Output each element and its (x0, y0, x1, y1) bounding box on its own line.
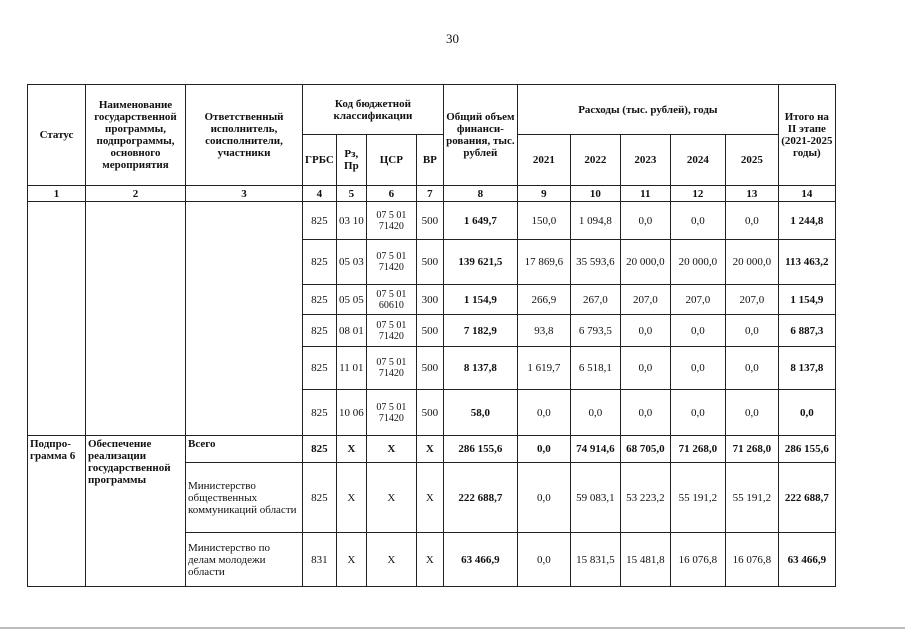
rzpr-cell: 05 05 (336, 285, 366, 315)
subprogram-name: Обеспечение реализации государственной программы (86, 436, 186, 587)
y2024-cell: 55 191,2 (670, 463, 725, 533)
vr-cell: 300 (416, 285, 443, 315)
rzpr-cell: Х (336, 533, 366, 587)
rzpr-cell: 05 03 (336, 240, 366, 285)
y2024-cell: 0,0 (670, 347, 725, 390)
y2021-cell: 0,0 (517, 533, 570, 587)
column-number: 3 (186, 186, 303, 202)
grbs-cell: 825 (303, 202, 337, 240)
y2025-cell: 0,0 (725, 347, 778, 390)
y2023-cell: 0,0 (620, 315, 670, 347)
total-cell: 222 688,7 (443, 463, 517, 533)
csr-cell: 07 5 01 71420 (366, 240, 416, 285)
column-number: 13 (725, 186, 778, 202)
grbs-cell: 825 (303, 285, 337, 315)
y2023-cell: 0,0 (620, 390, 670, 436)
y2021-cell: 1 619,7 (517, 347, 570, 390)
subprogram-status: Подпро-грамма 6 (28, 436, 86, 587)
y2022-cell: 74 914,6 (570, 436, 620, 463)
total-cell: 63 466,9 (443, 533, 517, 587)
y2022-cell: 59 083,1 (570, 463, 620, 533)
header-2023: 2023 (620, 135, 670, 186)
csr-cell: 07 5 01 60610 (366, 285, 416, 315)
y2023-cell: 53 223,2 (620, 463, 670, 533)
y2021-cell: 0,0 (517, 463, 570, 533)
stage-total-cell: 63 466,9 (778, 533, 835, 587)
grbs-cell: 825 (303, 436, 337, 463)
y2022-cell: 6 518,1 (570, 347, 620, 390)
vr-cell: 500 (416, 315, 443, 347)
y2025-cell: 0,0 (725, 315, 778, 347)
total-cell: 1 154,9 (443, 285, 517, 315)
budget-table (27, 84, 836, 587)
rzpr-cell: 11 01 (336, 347, 366, 390)
total-cell: 139 621,5 (443, 240, 517, 285)
y2024-cell: 20 000,0 (670, 240, 725, 285)
scan-edge-divider (0, 627, 905, 629)
y2025-cell: 16 076,8 (725, 533, 778, 587)
grbs-cell: 825 (303, 463, 337, 533)
y2022-cell: 15 831,5 (570, 533, 620, 587)
column-number: 2 (86, 186, 186, 202)
vr-cell: Х (416, 463, 443, 533)
y2024-cell: 0,0 (670, 390, 725, 436)
y2022-cell: 267,0 (570, 285, 620, 315)
y2022-cell: 0,0 (570, 390, 620, 436)
header-rzpr: Рз, Пр (336, 135, 366, 186)
y2025-cell: 71 268,0 (725, 436, 778, 463)
csr-cell: Х (366, 533, 416, 587)
column-number: 10 (570, 186, 620, 202)
grbs-cell: 825 (303, 347, 337, 390)
subprogram-total-row (28, 436, 836, 463)
vr-cell: 500 (416, 347, 443, 390)
y2021-cell: 0,0 (517, 436, 570, 463)
header-2024: 2024 (670, 135, 725, 186)
grbs-cell: 831 (303, 533, 337, 587)
y2022-cell: 35 593,6 (570, 240, 620, 285)
y2023-cell: 0,0 (620, 347, 670, 390)
vr-cell: Х (416, 436, 443, 463)
page-number: 30 (446, 31, 459, 46)
total-cell: 1 649,7 (443, 202, 517, 240)
column-number: 9 (517, 186, 570, 202)
column-number-row (28, 186, 836, 202)
column-number: 4 (303, 186, 337, 202)
vr-cell: 500 (416, 240, 443, 285)
column-number: 12 (670, 186, 725, 202)
total-cell: 8 137,8 (443, 347, 517, 390)
y2025-cell: 20 000,0 (725, 240, 778, 285)
column-number: 7 (416, 186, 443, 202)
y2025-cell: 0,0 (725, 390, 778, 436)
y2022-cell: 6 793,5 (570, 315, 620, 347)
y2025-cell: 207,0 (725, 285, 778, 315)
column-number: 8 (443, 186, 517, 202)
stage-total-cell: 8 137,8 (778, 347, 835, 390)
y2024-cell: 0,0 (670, 315, 725, 347)
header-name: Наименование государственной программы, подпрограммы, основного мероприятия (86, 85, 186, 186)
column-number: 14 (778, 186, 835, 202)
header-grbs: ГРБС (303, 135, 337, 186)
csr-cell: 07 5 01 71420 (366, 390, 416, 436)
header-stage-total: Итого на II этапе (2021-2025 годы) (778, 85, 835, 186)
name-cell-empty (86, 202, 186, 436)
column-number: 1 (28, 186, 86, 202)
csr-cell: 07 5 01 71420 (366, 202, 416, 240)
vr-cell: Х (416, 533, 443, 587)
rzpr-cell: Х (336, 436, 366, 463)
header-csr: ЦСР (366, 135, 416, 186)
y2023-cell: 15 481,8 (620, 533, 670, 587)
header-status: Статус (28, 85, 86, 186)
csr-cell: Х (366, 436, 416, 463)
header-executor: Ответственный исполнитель, соисполнители, участники (186, 85, 303, 186)
executor-cell: Министерство общественных коммуникаций области (186, 463, 303, 533)
y2024-cell: 16 076,8 (670, 533, 725, 587)
csr-cell: Х (366, 463, 416, 533)
y2023-cell: 20 000,0 (620, 240, 670, 285)
grbs-cell: 825 (303, 315, 337, 347)
y2021-cell: 17 869,6 (517, 240, 570, 285)
header-2025: 2025 (725, 135, 778, 186)
y2023-cell: 68 705,0 (620, 436, 670, 463)
rzpr-cell: Х (336, 463, 366, 533)
rzpr-cell: 08 01 (336, 315, 366, 347)
y2024-cell: 71 268,0 (670, 436, 725, 463)
column-number: 5 (336, 186, 366, 202)
csr-cell: 07 5 01 71420 (366, 347, 416, 390)
header-expenses: Расходы (тыс. рублей), годы (517, 85, 778, 135)
y2025-cell: 0,0 (725, 202, 778, 240)
vr-cell: 500 (416, 202, 443, 240)
executor-cell: Всего (186, 436, 303, 463)
total-cell: 7 182,9 (443, 315, 517, 347)
grbs-cell: 825 (303, 240, 337, 285)
stage-total-cell: 1 154,9 (778, 285, 835, 315)
table-row (28, 202, 836, 240)
executor-cell: Министерство по делам молодежи области (186, 533, 303, 587)
stage-total-cell: 6 887,3 (778, 315, 835, 347)
y2023-cell: 0,0 (620, 202, 670, 240)
y2024-cell: 207,0 (670, 285, 725, 315)
y2021-cell: 150,0 (517, 202, 570, 240)
rzpr-cell: 03 10 (336, 202, 366, 240)
y2023-cell: 207,0 (620, 285, 670, 315)
column-number: 6 (366, 186, 416, 202)
grbs-cell: 825 (303, 390, 337, 436)
y2025-cell: 55 191,2 (725, 463, 778, 533)
csr-cell: 07 5 01 71420 (366, 315, 416, 347)
stage-total-cell: 113 463,2 (778, 240, 835, 285)
total-cell: 58,0 (443, 390, 517, 436)
header-budget-code: Код бюджетной классификации (303, 85, 444, 135)
header-2021: 2021 (517, 135, 570, 186)
header-total: Общий объем финанси-рования, тыс. рублей (443, 85, 517, 186)
executor-cell-empty (186, 202, 303, 436)
column-number: 11 (620, 186, 670, 202)
header-2022: 2022 (570, 135, 620, 186)
vr-cell: 500 (416, 390, 443, 436)
header-row (28, 85, 836, 135)
stage-total-cell: 286 155,6 (778, 436, 835, 463)
status-cell-empty (28, 202, 86, 436)
header-vr: ВР (416, 135, 443, 186)
stage-total-cell: 1 244,8 (778, 202, 835, 240)
y2022-cell: 1 094,8 (570, 202, 620, 240)
rzpr-cell: 10 06 (336, 390, 366, 436)
y2021-cell: 266,9 (517, 285, 570, 315)
stage-total-cell: 0,0 (778, 390, 835, 436)
stage-total-cell: 222 688,7 (778, 463, 835, 533)
y2024-cell: 0,0 (670, 202, 725, 240)
y2021-cell: 93,8 (517, 315, 570, 347)
y2021-cell: 0,0 (517, 390, 570, 436)
total-cell: 286 155,6 (443, 436, 517, 463)
